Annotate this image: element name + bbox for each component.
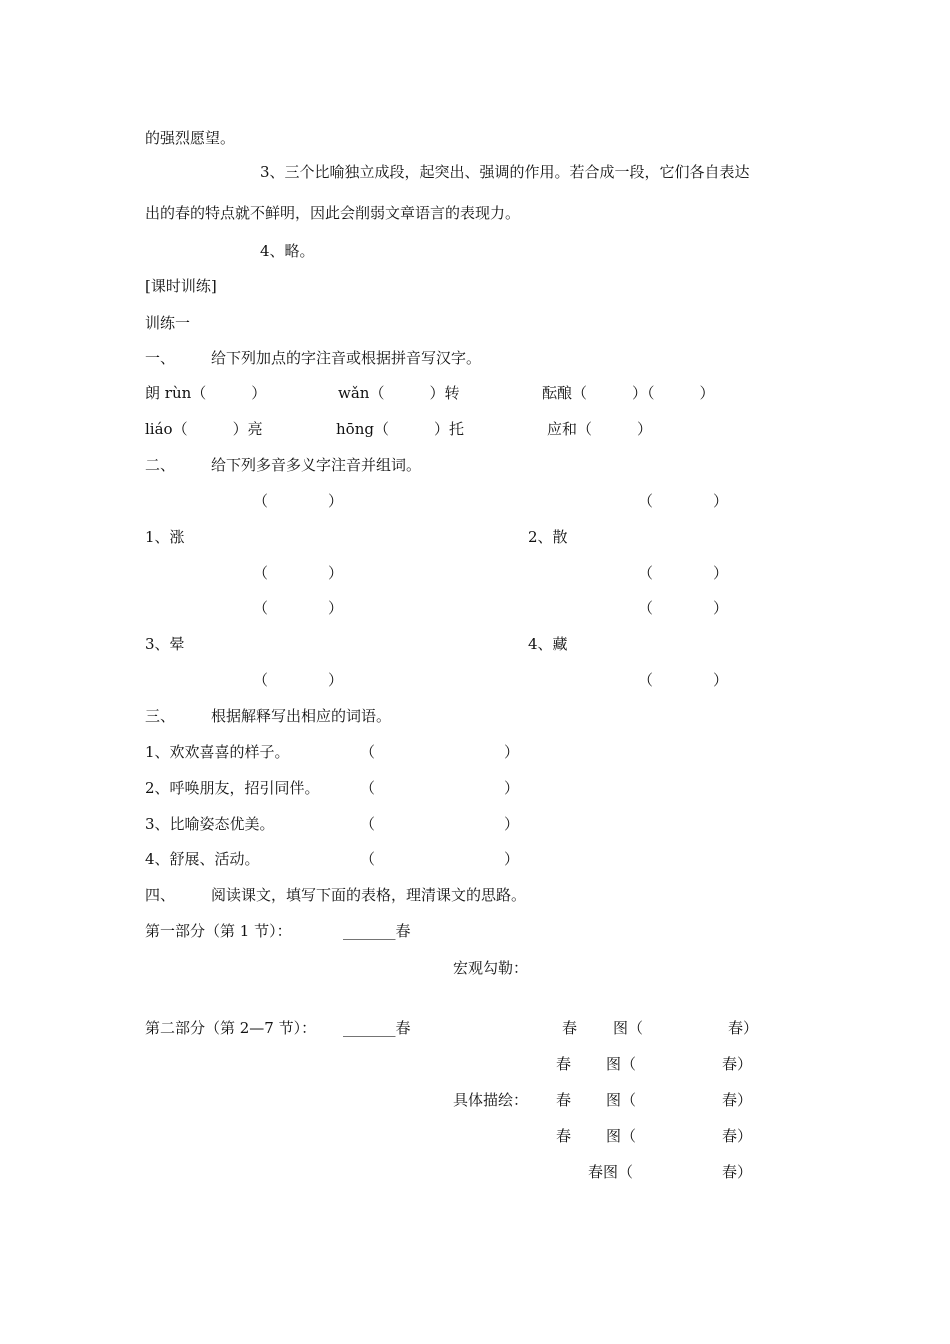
part1-instruction: 给下列加点的字注音或根据拼音写汉字。 (211, 349, 482, 367)
part2-item-3: 3、晕 (145, 635, 185, 653)
part3-instruction: 根据解释写出相应的词语。 (211, 707, 392, 725)
part4-section2-label: 第二部分（第 2—7 节）： (145, 1019, 317, 1037)
part3-close-paren-1: ） (504, 743, 520, 761)
part4-detail-row3-spring: 春 (556, 1091, 572, 1109)
part4-detail-row2-pic: 图（ (606, 1055, 637, 1073)
part2-item-1: 1、涨 (145, 528, 185, 546)
part3-item-1: 1、欢欢喜喜的样子。 (145, 743, 290, 761)
part3-open-paren-4: （ (360, 850, 376, 868)
part3-open-paren-2: （ (360, 779, 376, 797)
part4-detail-label: 具体描绘： (453, 1091, 529, 1109)
part3-item-4: 4、舒展、活动。 (145, 850, 260, 868)
answer-line-desire: 的强烈愿望。 (145, 129, 236, 147)
part2-paren-4a: （ ） (638, 599, 729, 617)
part4-section1-blank: _______春 (343, 922, 411, 940)
part4-instruction: 阅读课文，填写下面的表格，理清课文的思路。 (211, 886, 527, 904)
part3-close-paren-2: ） (504, 779, 520, 797)
part4-detail-row1-close: 春） (728, 1019, 759, 1037)
part4-section1-label: 第一部分（第 1 节）： (145, 922, 292, 940)
part4-detail-row4-spring: 春 (556, 1127, 572, 1145)
part3-open-paren-1: （ (360, 743, 376, 761)
part2-paren-1a: （ ） (253, 492, 344, 510)
part2-instruction: 给下列多音多义字注音并组词。 (211, 456, 422, 474)
answer-item-3-line-2: 出的春的特点就不鲜明，因此会削弱文章语言的表现力。 (145, 204, 521, 222)
part4-detail-row3-close: 春） (722, 1091, 753, 1109)
part4-detail-row4-pic: 图（ (606, 1127, 637, 1145)
part1-row2-item3: 应和（ ） (547, 420, 653, 438)
part4-number: 四、 (145, 886, 176, 904)
part1-row1-item3: 酝酿（ ）（ ） (542, 384, 715, 402)
part4-detail-row4-close: 春） (722, 1127, 753, 1145)
part2-paren-4b: （ ） (638, 671, 729, 689)
section-header: [课时训练] (145, 277, 217, 295)
part4-detail-row1-spring: 春 (562, 1019, 578, 1037)
part1-row1-item2: wǎn（ ）转 (338, 384, 460, 402)
answer-item-3-line-1: 3、三个比喻独立成段，起突出、强调的作用。若合成一段，它们各自表达 (260, 163, 750, 181)
part3-item-3: 3、比喻姿态优美。 (145, 815, 275, 833)
part4-macro-label: 宏观勾勒： (453, 959, 529, 977)
part4-detail-row2-spring: 春 (556, 1055, 572, 1073)
part3-item-2: 2、呼唤朋友，招引同伴。 (145, 779, 320, 797)
part3-close-paren-4: ） (504, 850, 520, 868)
part4-detail-row5-close: 春） (722, 1163, 753, 1181)
part4-detail-row3-pic: 图（ (606, 1091, 637, 1109)
training-title: 训练一 (145, 314, 191, 332)
part3-number: 三、 (145, 707, 176, 725)
part1-row1-item1: 朗 rùn（ ） (145, 384, 267, 402)
part2-item-2: 2、散 (528, 528, 568, 546)
part4-detail-row1-pic: 图（ (613, 1019, 644, 1037)
part2-paren-3a: （ ） (253, 599, 344, 617)
part2-paren-2a: （ ） (638, 492, 729, 510)
part2-paren-3b: （ ） (253, 671, 344, 689)
answer-item-4: 4、略。 (260, 242, 315, 260)
part2-number: 二、 (145, 456, 176, 474)
part2-item-4: 4、藏 (528, 635, 568, 653)
part4-section2-blank: _______春 (343, 1019, 411, 1037)
part3-close-paren-3: ） (504, 815, 520, 833)
part1-row2-item2: hōng（ ）托 (336, 420, 464, 438)
part1-number: 一、 (145, 349, 176, 367)
part4-detail-row5-pic: 春图（ (588, 1163, 634, 1181)
part3-open-paren-3: （ (360, 815, 376, 833)
part4-detail-row2-close: 春） (722, 1055, 753, 1073)
part1-row2-item1: liáo（ ）亮 (145, 420, 263, 438)
part2-paren-2b: （ ） (638, 564, 729, 582)
part2-paren-1b: （ ） (253, 564, 344, 582)
